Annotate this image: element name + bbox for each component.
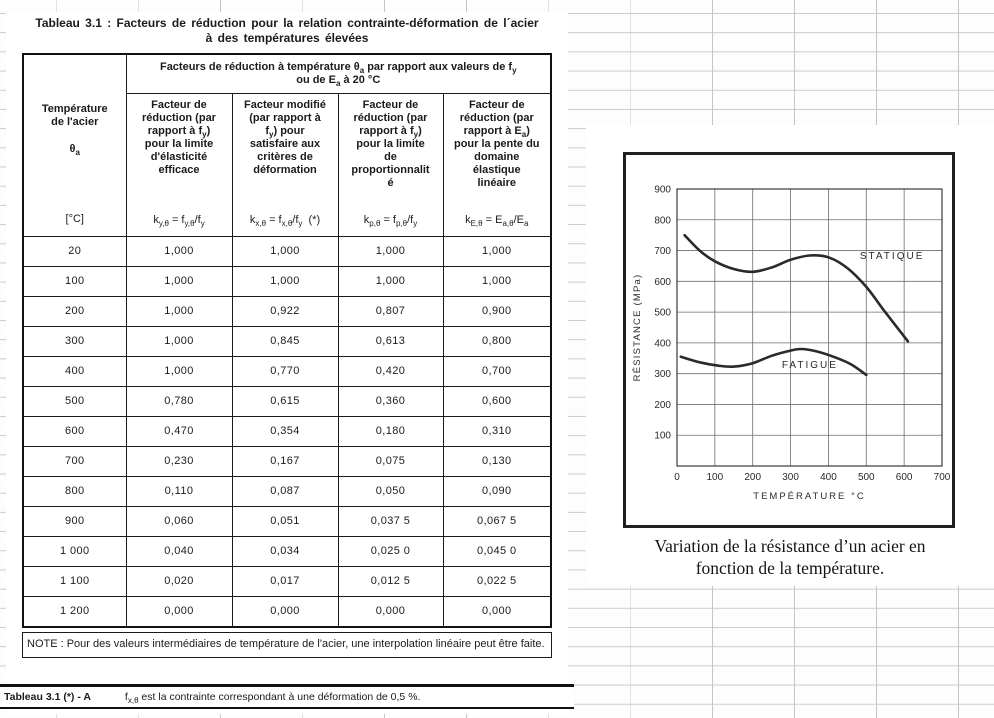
svg-text:100: 100 xyxy=(706,472,724,483)
table-cell: 0,600 xyxy=(443,387,551,417)
svg-text:500: 500 xyxy=(654,307,671,319)
table-cell: 0,037 5 xyxy=(338,507,443,537)
table-cell: 0,615 xyxy=(232,387,338,417)
table-cell: 0,770 xyxy=(232,357,338,387)
table-cell: 0,075 xyxy=(338,447,443,477)
svg-text:900: 900 xyxy=(654,184,671,196)
table-cell: 1,000 xyxy=(126,297,232,327)
svg-text:600: 600 xyxy=(654,276,671,288)
table-cell: 0,050 xyxy=(338,477,443,507)
svg-text:600: 600 xyxy=(895,472,913,483)
svg-text:800: 800 xyxy=(654,215,671,227)
table-cell: 1,000 xyxy=(126,267,232,297)
resistance-temperature-chart xyxy=(626,155,952,525)
svg-text:STATIQUE: STATIQUE xyxy=(859,251,925,263)
chart-figure xyxy=(586,125,994,586)
temperature-header-text: Température de l'acier xyxy=(41,102,108,128)
table-cell: 1,000 xyxy=(443,267,551,297)
table-cell: 0,700 xyxy=(443,357,551,387)
theta-symbol: $\theta_a$ xyxy=(69,142,80,157)
table-cell: 800 xyxy=(23,477,126,507)
svg-text:300: 300 xyxy=(654,369,671,381)
chart-caption-line2: fonction de la température. xyxy=(695,558,885,578)
table-row xyxy=(23,297,551,327)
table-row xyxy=(23,417,551,447)
table-cell: 1 000 xyxy=(23,537,126,567)
svg-text:100: 100 xyxy=(654,430,671,442)
table-cell: 0,800 xyxy=(443,327,551,357)
svg-text:400: 400 xyxy=(654,338,671,350)
temperature-unit: [°C] xyxy=(65,212,84,225)
table-cell: 0,012 5 xyxy=(338,567,443,597)
footnote-text: $f_{x,\theta}$ est la contrainte correspondant à une déformation de 0,5 %. xyxy=(124,691,421,706)
table-row xyxy=(23,537,551,567)
table-cell: 1,000 xyxy=(126,237,232,267)
table-cell: 0,060 xyxy=(126,507,232,537)
chart-caption-line1: Variation de la résistance d’un acier en xyxy=(654,536,926,556)
table-cell: 0,180 xyxy=(338,417,443,447)
table-cell: 0,000 xyxy=(126,597,232,628)
table-cell: 700 xyxy=(23,447,126,477)
table-row xyxy=(23,267,551,297)
table-cell: 0,087 xyxy=(232,477,338,507)
table-cell: 0,845 xyxy=(232,327,338,357)
table-cell: 1 200 xyxy=(23,597,126,628)
table-row xyxy=(23,357,551,387)
table-cell: 0,167 xyxy=(232,447,338,477)
table-cell: 0,000 xyxy=(338,597,443,628)
table-cell: 20 xyxy=(23,237,126,267)
table-row xyxy=(23,567,551,597)
chart-frame xyxy=(623,152,955,528)
table-cell: 0,017 xyxy=(232,567,338,597)
table-cell: 0,130 xyxy=(443,447,551,477)
table-cell: 0,067 5 xyxy=(443,507,551,537)
table-cell: 0,034 xyxy=(232,537,338,567)
table-cell: 0,000 xyxy=(232,597,338,628)
document-title-line1: Tableau 3.1 : Facteurs de réduction pour la relation contrainte-déformation de l´acier xyxy=(35,16,539,30)
footnote-bar xyxy=(0,684,574,709)
table-cell: 100 xyxy=(23,267,126,297)
table-cell: 1,000 xyxy=(232,237,338,267)
note-box: NOTE : Pour des valeurs intermédiaires de température de l'acier, une interpolation linéaire peut être faite. xyxy=(22,632,552,658)
table-cell: 1,000 xyxy=(232,267,338,297)
table-cell: 1,000 xyxy=(126,357,232,387)
formula-ky: $k_{y,\theta} = f_{y,\theta}/f_y$ xyxy=(153,214,205,229)
svg-text:0: 0 xyxy=(674,472,680,483)
table-cell: 600 xyxy=(23,417,126,447)
column-header-temperature xyxy=(23,54,126,237)
document-title-line2: à des températures élevées xyxy=(205,31,369,45)
table-cell: 500 xyxy=(23,387,126,417)
table-cell: 0,360 xyxy=(338,387,443,417)
spanning-header: Facteurs de réduction à température $\theta_a$ par rapport aux valeurs de $f_y$ ou de $E_a$ à 20 °C xyxy=(126,54,551,94)
svg-text:700: 700 xyxy=(654,246,671,258)
svg-text:500: 500 xyxy=(857,472,875,483)
table-cell: 200 xyxy=(23,297,126,327)
formula-kp: $k_{p,\theta} = f_{p,\theta}/f_y$ xyxy=(363,214,418,229)
column-desc-ky: Facteur de réduction (par rapport à $f_y$) pour la limite d'élasticité efficace xyxy=(142,99,216,176)
scanned-document-page xyxy=(6,12,568,714)
table-cell: 0,040 xyxy=(126,537,232,567)
svg-text:RÉSISTANCE (MPa): RÉSISTANCE (MPa) xyxy=(632,273,643,382)
table-cell: 0,051 xyxy=(232,507,338,537)
reduction-factors-table xyxy=(22,53,552,628)
table-body xyxy=(23,237,551,628)
formula-kx: $k_{x,\theta} = f_{x,\theta}/f_y$ (*) xyxy=(249,214,321,229)
table-cell: 0,090 xyxy=(443,477,551,507)
svg-text:200: 200 xyxy=(744,472,762,483)
table-cell: 1,000 xyxy=(338,237,443,267)
table-cell: 0,470 xyxy=(126,417,232,447)
table-cell: 0,900 xyxy=(443,297,551,327)
table-cell: 0,230 xyxy=(126,447,232,477)
svg-text:TEMPÉRATURE °C: TEMPÉRATURE °C xyxy=(753,491,866,502)
table-cell: 0,354 xyxy=(232,417,338,447)
table-cell: 0,025 0 xyxy=(338,537,443,567)
svg-text:400: 400 xyxy=(820,472,837,483)
table-row xyxy=(23,507,551,537)
document-title xyxy=(14,16,560,46)
table-cell: 1,000 xyxy=(338,267,443,297)
table-cell: 0,922 xyxy=(232,297,338,327)
table-row xyxy=(23,597,551,628)
svg-text:200: 200 xyxy=(654,399,671,411)
table-row xyxy=(23,237,551,267)
table-cell: 1,000 xyxy=(126,327,232,357)
column-header-kp xyxy=(338,94,443,237)
table-cell: 0,310 xyxy=(443,417,551,447)
column-header-ky xyxy=(126,94,232,237)
table-cell: 400 xyxy=(23,357,126,387)
table-cell: 0,807 xyxy=(338,297,443,327)
svg-text:300: 300 xyxy=(782,472,799,483)
table-cell: 0,613 xyxy=(338,327,443,357)
column-desc-kp: Facteur de réduction (par rapport à $f_y$) pour la limite de proportionnalit é xyxy=(351,99,430,189)
table-cell: 1 100 xyxy=(23,567,126,597)
table-row xyxy=(23,387,551,417)
table-row xyxy=(23,477,551,507)
column-desc-kx: Facteur modifié (par rapport à $f_y$) pour satisfaire aux critères de déformation xyxy=(244,99,326,176)
table-row xyxy=(23,327,551,357)
table-cell: 0,780 xyxy=(126,387,232,417)
table-cell: 0,022 5 xyxy=(443,567,551,597)
table-cell: 0,020 xyxy=(126,567,232,597)
table-cell: 1,000 xyxy=(443,237,551,267)
table-cell: 300 xyxy=(23,327,126,357)
table-cell: 0,420 xyxy=(338,357,443,387)
svg-text:FATIGUE: FATIGUE xyxy=(781,360,838,372)
table-row xyxy=(23,447,551,477)
table-cell: 0,000 xyxy=(443,597,551,628)
formula-kE: $k_{E,\theta} = E_{a,\theta}/E_a$ xyxy=(465,214,529,229)
svg-text:700: 700 xyxy=(933,472,951,483)
chart-caption xyxy=(586,535,994,579)
table-cell: 0,045 0 xyxy=(443,537,551,567)
footnote-label: Tableau 3.1 (*) - A xyxy=(4,691,91,703)
table-cell: 900 xyxy=(23,507,126,537)
column-header-kx xyxy=(232,94,338,237)
table-cell: 0,110 xyxy=(126,477,232,507)
column-desc-kE: Facteur de réduction (par rapport à $E_a$) pour la pente du domaine élastique linéaire xyxy=(453,99,540,189)
column-header-kE xyxy=(443,94,551,237)
